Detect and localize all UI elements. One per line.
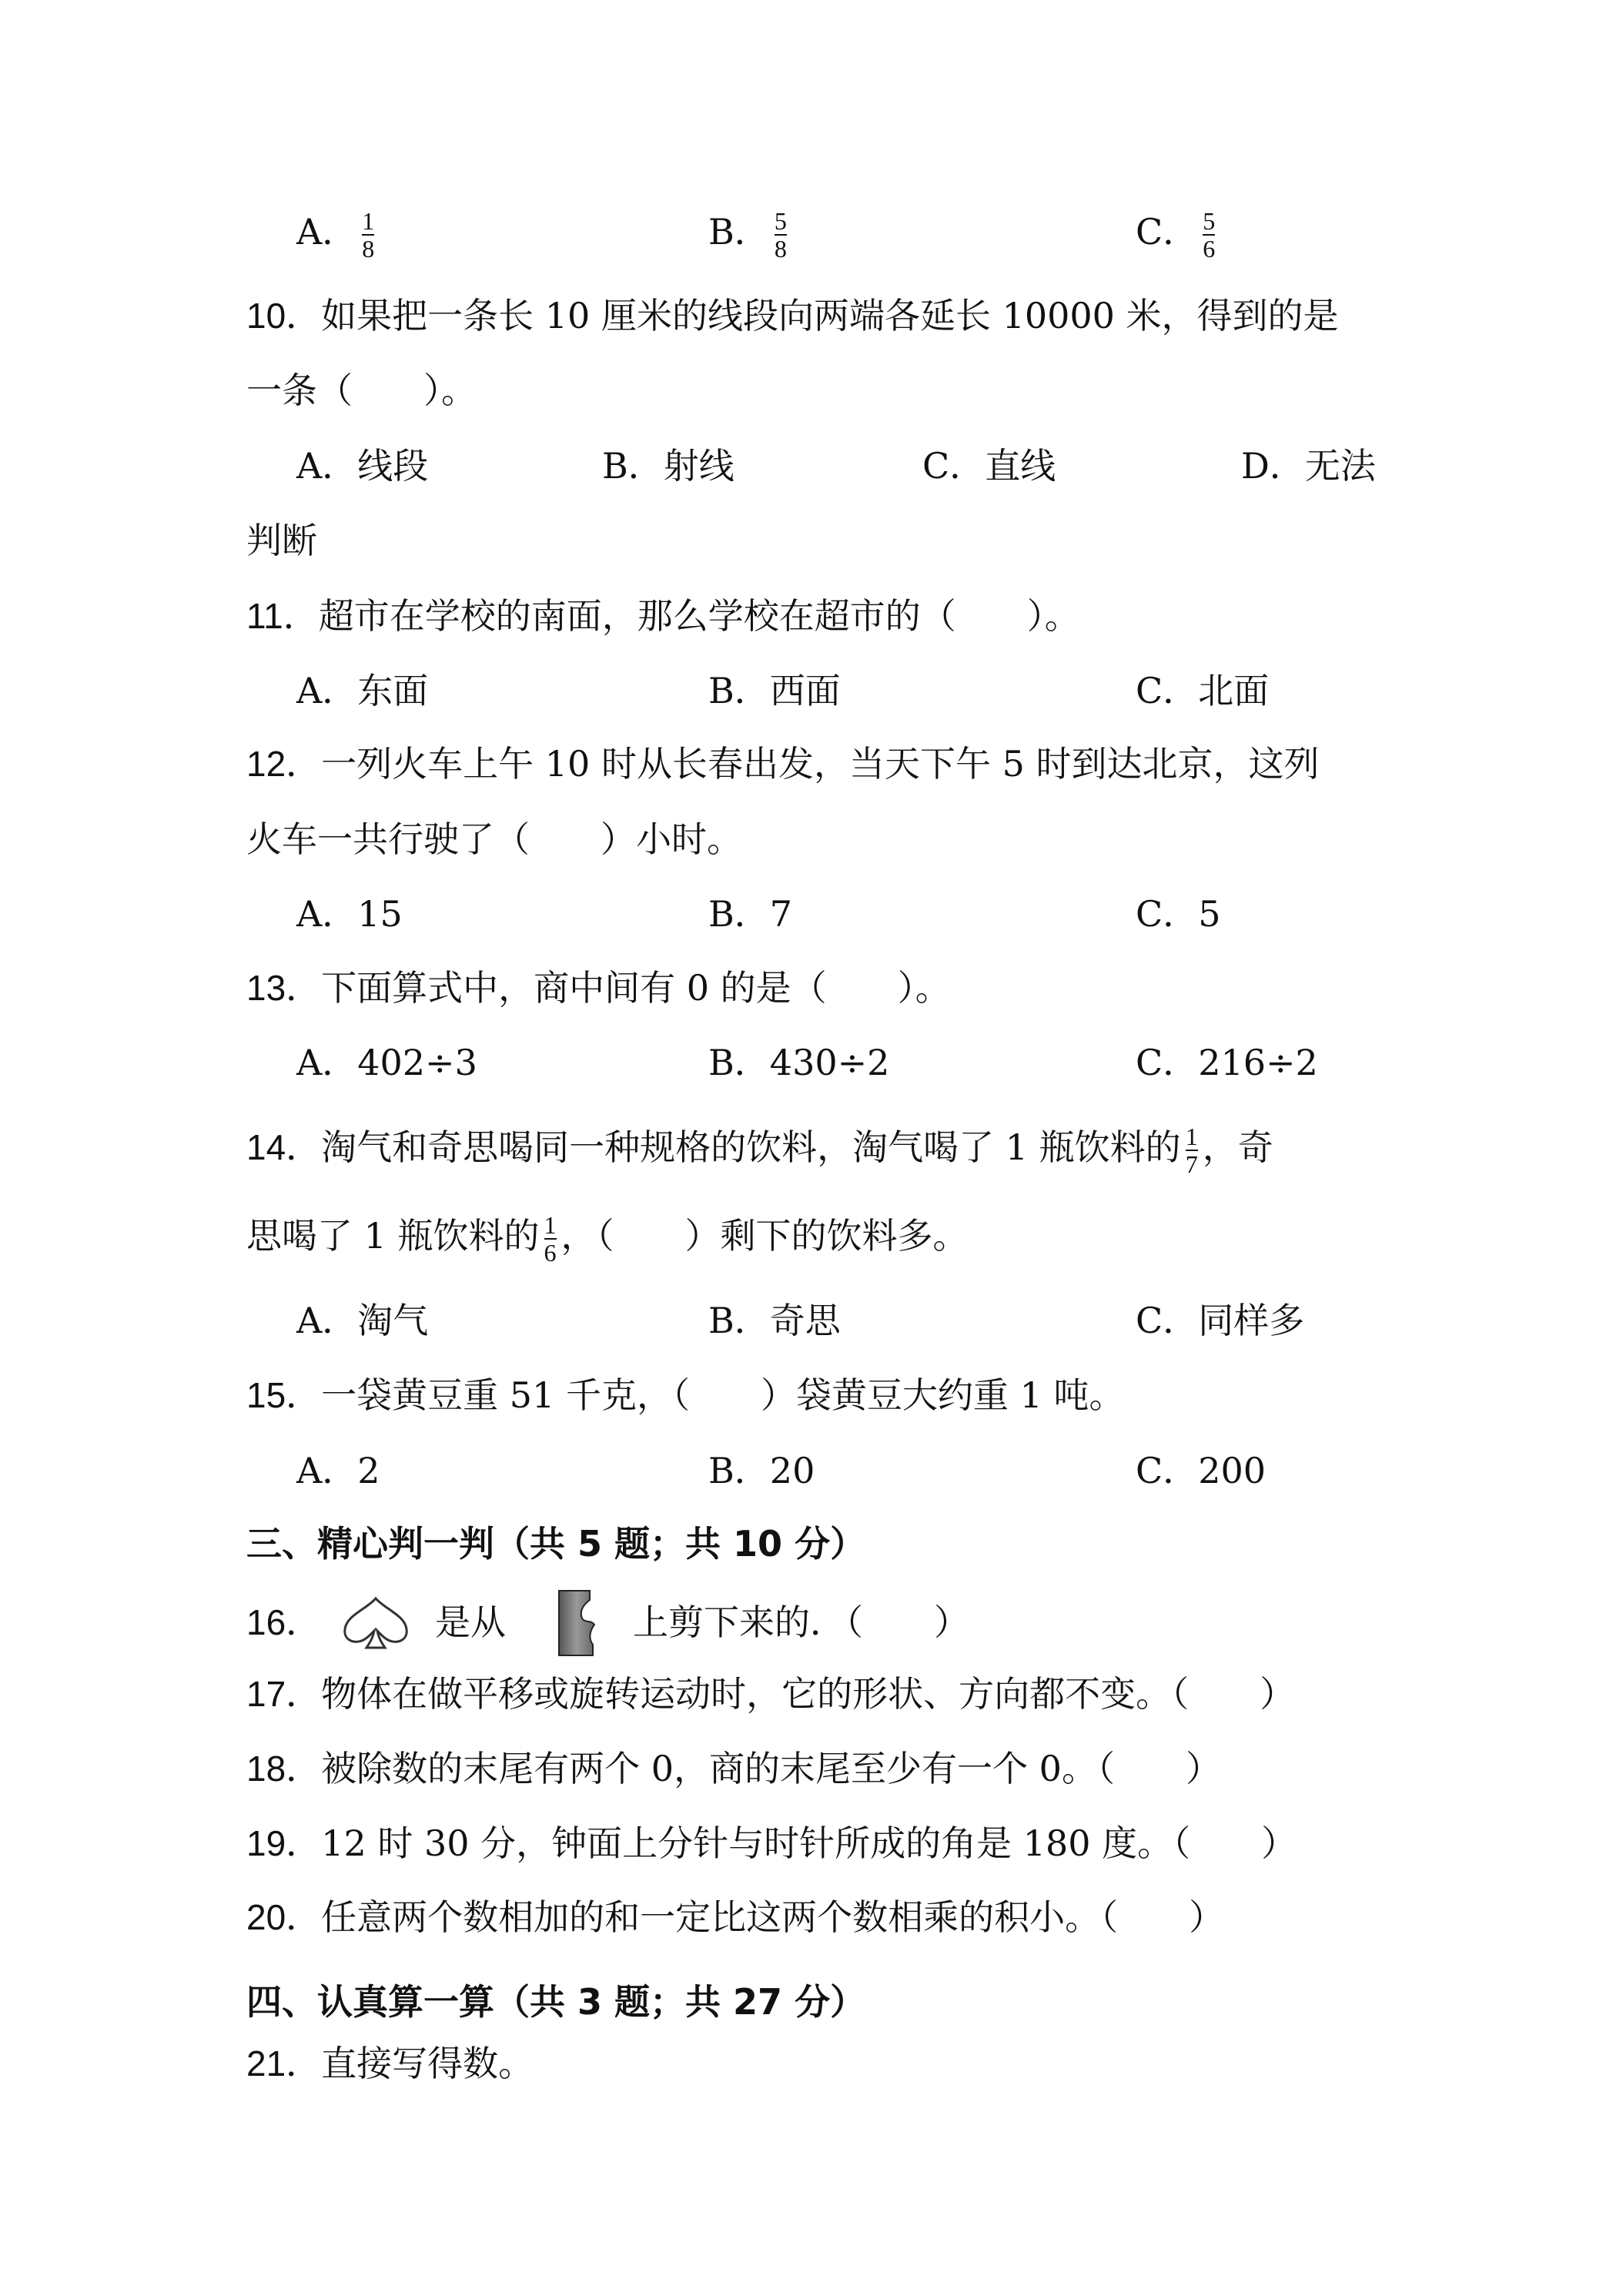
q13-option-a: A．402÷3 [296, 1042, 477, 1083]
question-text: 下面算式中，商中间有 0 的是（ ）。 [321, 967, 951, 1009]
fraction-denominator: 6 [544, 1239, 557, 1267]
fraction-numerator: 1 [544, 1211, 557, 1239]
question-text: ，奇 [1202, 1126, 1273, 1168]
q15-option-c: C．200 [1136, 1450, 1266, 1491]
question-number: 16． [246, 1602, 322, 1642]
question-number: 11． [246, 596, 319, 636]
spade-shape-icon [339, 1594, 413, 1652]
q15-option-b: B．20 [708, 1450, 815, 1491]
q9-option-b [708, 208, 791, 262]
q13-line [0, 965, 1623, 1011]
q14-option-a: A．淘气 [296, 1300, 429, 1341]
question-number: 12． [246, 744, 322, 784]
q18-line [0, 1745, 1623, 1792]
question-text: 12 时 30 分，钟面上分针与时针所成的角是 180 度。（ ） [321, 1822, 1297, 1864]
q10-option-a: A．线段 [296, 445, 429, 487]
question-number: 19． [246, 1823, 322, 1863]
question-text: 直接写得数。 [321, 2043, 534, 2084]
question-text: 被除数的末尾有两个 0，商的末尾至少有一个 0。（ ） [321, 1748, 1221, 1789]
fraction-numerator: 5 [774, 207, 787, 235]
q10-line2 [0, 367, 1623, 413]
q17-line [0, 1671, 1623, 1717]
q14-line2 [0, 1205, 1623, 1267]
q13-option-b: B．430÷2 [708, 1042, 890, 1083]
q20-line [0, 1894, 1623, 1940]
fraction [1203, 208, 1215, 262]
question-number: 17． [246, 1674, 322, 1714]
q15-option-a: A．2 [296, 1450, 380, 1491]
fraction-numerator: 1 [362, 207, 375, 235]
question-text: 上剪下来的．（ ） [633, 1602, 969, 1643]
q12-option-a: A．15 [296, 893, 403, 935]
q10-line1 [0, 293, 1623, 339]
q9-option-c [1136, 208, 1220, 262]
question-number: 13． [246, 968, 322, 1008]
question-text: 超市在学校的南面，那么学校在超市的（ ）。 [318, 595, 1080, 637]
fraction [775, 208, 787, 262]
section-title: 三、精心判一判（共 5 题；共 10 分） [246, 1523, 866, 1565]
fraction-denominator: 6 [1203, 235, 1216, 263]
option-label: C． [1136, 211, 1199, 253]
question-text: ，（ ）剩下的饮料多。 [561, 1215, 969, 1257]
question-number: 15． [246, 1375, 322, 1415]
fraction-denominator: 7 [1185, 1150, 1198, 1178]
fraction [1186, 1123, 1198, 1177]
question-number: 14． [246, 1127, 322, 1167]
q14-option-b: B．奇思 [708, 1300, 841, 1341]
q11-option-a: A．东面 [296, 670, 429, 711]
fraction [362, 208, 374, 262]
question-number: 21． [246, 2043, 322, 2083]
question-number: 18． [246, 1749, 322, 1789]
q12-line2 [0, 816, 1623, 862]
q9-option-a [296, 208, 379, 262]
q19-line [0, 1820, 1623, 1866]
question-text: 思喝了 1 瓶饮料的 [246, 1215, 540, 1257]
option-label: B． [708, 211, 770, 253]
question-text: 一条（ ）。 [246, 370, 477, 411]
question-text: 任意两个数相加的和一定比这两个数相乘的积小。（ ） [321, 1896, 1225, 1938]
q11-line [0, 593, 1623, 639]
question-number: 10． [246, 296, 322, 336]
q10-option-c: C．直线 [922, 445, 1056, 487]
q10-option-b: B．射线 [602, 445, 735, 487]
question-text: 物体在做平移或旋转运动时，它的形状、方向都不变。（ ） [321, 1673, 1296, 1715]
q21-line [0, 2040, 1623, 2087]
fraction-denominator: 8 [362, 235, 375, 263]
q11-option-c: C．北面 [1136, 670, 1270, 711]
q12-line1 [0, 741, 1623, 787]
question-text: 如果把一条长 10 厘米的线段向两端各延长 10000 米，得到的是 [321, 295, 1339, 336]
q10-option-d-continued [0, 517, 1623, 564]
section-title: 四、认真算一算（共 3 题；共 27 分） [246, 1981, 866, 2023]
q12-option-b: B．7 [708, 893, 793, 935]
q13-option-c: C．216÷2 [1136, 1042, 1318, 1083]
question-text: 一袋黄豆重 51 千克，（ ）袋黄豆大约重 1 吨。 [321, 1374, 1125, 1416]
question-text: 火车一共行驶了（ ）小时。 [246, 818, 742, 860]
question-text: 是从 [435, 1602, 506, 1643]
question-text: 一列火车上午 10 时从长春出发，当天下午 5 时到达北京，这列 [321, 743, 1320, 785]
q14-line1 [0, 1116, 1623, 1178]
question-text: 淘气和奇思喝同一种规格的饮料，淘气喝了 1 瓶饮料的 [321, 1126, 1181, 1168]
fraction [544, 1212, 557, 1266]
question-number: 20． [246, 1897, 322, 1937]
option-label: A． [296, 211, 358, 253]
q14-option-c: C．同样多 [1136, 1300, 1305, 1341]
section-3-heading [0, 1521, 1623, 1567]
section-4-heading [0, 1979, 1623, 2025]
fraction-denominator: 8 [774, 235, 787, 263]
fraction-numerator: 1 [1185, 1123, 1198, 1150]
paper-cutout-shape-icon [556, 1589, 604, 1657]
fraction-numerator: 5 [1203, 207, 1216, 235]
q10-option-d: D．无法 [1241, 445, 1376, 487]
q15-line [0, 1372, 1623, 1418]
q12-option-c: C．5 [1136, 893, 1221, 935]
option-text: 判断 [246, 520, 317, 561]
q16-line [0, 1588, 1623, 1657]
q11-option-b: B．西面 [708, 670, 841, 711]
